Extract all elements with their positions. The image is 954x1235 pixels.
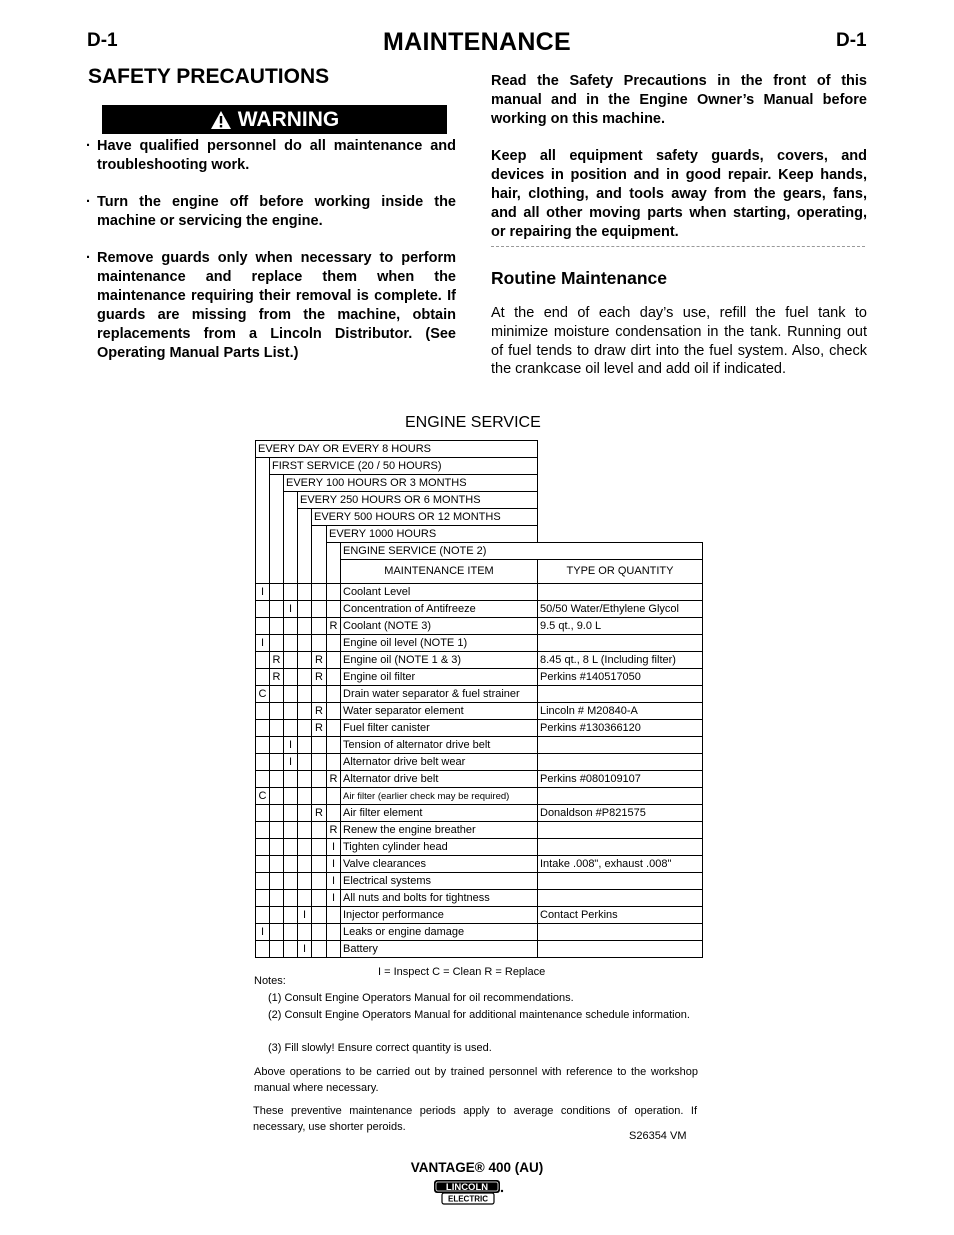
interval-mark-cell xyxy=(255,906,270,924)
interval-mark-cell xyxy=(269,821,284,839)
safety-right-text xyxy=(491,72,867,260)
column-divider xyxy=(297,508,298,584)
safety-bullet: · Remove guards only when necessary to perform maintenance and replace them when the maintenance requiring their removal is complete. If guards are missing from the machine, obtain replacements from a Lincoln Distributor. (See Operating Manual Parts List.) xyxy=(86,250,456,361)
interval-mark-cell xyxy=(326,651,341,669)
interval-mark-cell xyxy=(269,940,284,958)
interval-mark-cell xyxy=(269,804,284,822)
interval-mark-cell xyxy=(269,583,284,601)
interval-mark-cell xyxy=(297,702,312,720)
interval-mark-cell xyxy=(311,940,327,958)
warning-triangle-icon xyxy=(210,110,232,130)
interval-mark-cell xyxy=(297,583,312,601)
routine-text: At the end of each day’s use, refill the fuel tank to minimize moisture condensation in the tank. Running out of fuel tends to draw dirt into the fuel system. Also, check the crankcase oil level and add oil if indicated. xyxy=(491,305,867,378)
maintenance-item: Fuel filter canister xyxy=(340,719,538,737)
interval-mark-cell xyxy=(311,634,327,652)
interval-mark-cell xyxy=(311,600,327,618)
maintenance-item: Drain water separator & fuel strainer xyxy=(340,685,538,703)
interval-mark-cell xyxy=(297,651,312,669)
maintenance-item: Air filter element xyxy=(340,804,538,822)
interval-mark-cell xyxy=(297,600,312,618)
read-precautions-paragraph: Read the Safety Precautions in the front of this manual and in the Engine Owner’s Manual before working on this machine. xyxy=(491,73,867,127)
interval-mark-cell xyxy=(283,702,298,720)
interval-mark-cell xyxy=(311,685,327,703)
column-divider xyxy=(326,542,327,584)
interval-header: EVERY 500 HOURS OR 12 MONTHS xyxy=(311,508,538,526)
guards-paragraph: Keep all equipment safety guards, covers, and devices in position and in good repair. Keep hands, hair, clothing, and tools away from the gears, fans, and all other moving parts when starting, operating, or repairing the equipment. xyxy=(491,148,867,240)
interval-mark-cell xyxy=(283,821,298,839)
interval-mark-cell xyxy=(269,923,284,941)
interval-mark-cell xyxy=(283,583,298,601)
interval-mark-cell xyxy=(269,736,284,754)
interval-mark-cell xyxy=(255,668,270,686)
interval-mark-cell xyxy=(297,736,312,754)
safety-bullet: · Have qualified personnel do all maintenance and troubleshooting work. xyxy=(86,138,456,173)
interval-mark-cell xyxy=(311,583,327,601)
type-or-quantity: Contact Perkins xyxy=(537,906,703,924)
interval-mark-cell xyxy=(297,617,312,635)
interval-mark-cell xyxy=(269,719,284,737)
logo-bottom-text: ELECTRIC xyxy=(448,1194,488,1204)
interval-mark-cell xyxy=(283,906,298,924)
column-divider xyxy=(255,457,256,584)
interval-mark-cell: R xyxy=(326,770,341,788)
column-divider xyxy=(269,474,270,584)
interval-mark-cell: I xyxy=(326,889,341,907)
interval-mark-cell xyxy=(326,702,341,720)
interval-mark-cell xyxy=(255,719,270,737)
column-divider xyxy=(283,491,284,584)
warning-label: WARNING xyxy=(237,107,340,131)
type-or-quantity: Perkins #140517050 xyxy=(537,668,703,686)
type-or-quantity xyxy=(537,787,703,805)
interval-mark-cell: I xyxy=(297,940,312,958)
interval-mark-cell xyxy=(269,634,284,652)
interval-mark-cell: I xyxy=(326,838,341,856)
legend: I = Inspect C = Clean R = Replace xyxy=(378,966,546,978)
maintenance-item: Tighten cylinder head xyxy=(340,838,538,856)
logo-top-text: LINCOLN xyxy=(445,1182,489,1193)
interval-mark-cell xyxy=(255,821,270,839)
interval-mark-cell: I xyxy=(326,872,341,890)
interval-mark-cell xyxy=(255,804,270,822)
interval-mark-cell xyxy=(297,923,312,941)
interval-mark-cell xyxy=(283,617,298,635)
interval-mark-cell xyxy=(297,889,312,907)
drawing-code: S26354 VM xyxy=(629,1130,687,1142)
engine-service-title: ENGINE SERVICE xyxy=(405,414,541,431)
maintenance-item: Renew the engine breather xyxy=(340,821,538,839)
interval-mark-cell xyxy=(269,855,284,873)
interval-mark-cell: R xyxy=(311,668,327,686)
interval-mark-cell: I xyxy=(283,600,298,618)
interval-mark-cell xyxy=(283,855,298,873)
interval-mark-cell: R xyxy=(311,804,327,822)
interval-mark-cell: R xyxy=(326,821,341,839)
type-or-quantity: 50/50 Water/Ethylene Glycol xyxy=(537,600,703,618)
type-or-quantity xyxy=(537,821,703,839)
maintenance-item: Concentration of Antifreeze xyxy=(340,600,538,618)
interval-mark-cell xyxy=(326,923,341,941)
interval-mark-cell xyxy=(283,838,298,856)
interval-mark-cell xyxy=(269,617,284,635)
interval-mark-cell xyxy=(311,821,327,839)
interval-header: EVERY 100 HOURS OR 3 MONTHS xyxy=(283,474,538,492)
interval-mark-cell: R xyxy=(311,651,327,669)
maintenance-item: Engine oil level (NOTE 1) xyxy=(340,634,538,652)
interval-mark-cell xyxy=(311,906,327,924)
type-or-quantity: 9.5 qt., 9.0 L xyxy=(537,617,703,635)
type-or-quantity xyxy=(537,753,703,771)
maintenance-item: All nuts and bolts for tightness xyxy=(340,889,538,907)
interval-mark-cell xyxy=(269,685,284,703)
interval-mark-cell xyxy=(283,668,298,686)
interval-mark-cell xyxy=(326,600,341,618)
type-or-quantity xyxy=(537,940,703,958)
interval-mark-cell xyxy=(255,872,270,890)
interval-mark-cell xyxy=(255,753,270,771)
interval-mark-cell xyxy=(283,634,298,652)
interval-mark-cell xyxy=(255,770,270,788)
interval-mark-cell xyxy=(311,872,327,890)
interval-mark-cell xyxy=(283,685,298,703)
interval-mark-cell xyxy=(269,872,284,890)
interval-mark-cell xyxy=(297,855,312,873)
interval-mark-cell xyxy=(269,770,284,788)
type-or-quantity xyxy=(537,685,703,703)
interval-mark-cell xyxy=(255,855,270,873)
maintenance-item: Coolant (NOTE 3) xyxy=(340,617,538,635)
type-or-quantity xyxy=(537,634,703,652)
interval-mark-cell xyxy=(297,872,312,890)
interval-mark-cell xyxy=(283,889,298,907)
interval-mark-cell xyxy=(297,719,312,737)
column-header-type: TYPE OR QUANTITY xyxy=(537,559,703,584)
interval-mark-cell: R xyxy=(269,668,284,686)
interval-mark-cell xyxy=(255,736,270,754)
type-or-quantity: 8.45 qt., 8 L (Including filter) xyxy=(537,651,703,669)
page-code-left: D-1 xyxy=(87,30,118,51)
warning-banner xyxy=(102,105,447,134)
interval-mark-cell xyxy=(283,804,298,822)
interval-mark-cell xyxy=(311,923,327,941)
interval-mark-cell xyxy=(283,770,298,788)
interval-mark-cell xyxy=(311,787,327,805)
interval-mark-cell xyxy=(326,719,341,737)
interval-mark-cell: R xyxy=(311,702,327,720)
interval-mark-cell: I xyxy=(255,634,270,652)
interval-mark-cell xyxy=(326,634,341,652)
maintenance-item: Alternator drive belt wear xyxy=(340,753,538,771)
interval-mark-cell xyxy=(269,600,284,618)
page-title: MAINTENANCE xyxy=(382,28,572,56)
interval-mark-cell: R xyxy=(311,719,327,737)
interval-mark-cell xyxy=(255,600,270,618)
interval-mark-cell xyxy=(255,838,270,856)
type-or-quantity xyxy=(537,889,703,907)
interval-mark-cell: R xyxy=(326,617,341,635)
type-or-quantity xyxy=(537,923,703,941)
maintenance-item: Leaks or engine damage xyxy=(340,923,538,941)
interval-mark-cell: C xyxy=(255,787,270,805)
type-or-quantity xyxy=(537,736,703,754)
interval-mark-cell xyxy=(297,668,312,686)
interval-mark-cell xyxy=(297,770,312,788)
interval-mark-cell: I xyxy=(255,923,270,941)
interval-mark-cell xyxy=(283,719,298,737)
interval-mark-cell xyxy=(326,753,341,771)
type-or-quantity xyxy=(537,872,703,890)
maintenance-item: Air filter (earlier check may be required) xyxy=(340,787,538,805)
note-3: (3) Fill slowly! Ensure correct quantity is used. xyxy=(268,1042,492,1054)
interval-mark-cell xyxy=(283,787,298,805)
type-or-quantity: Perkins #130366120 xyxy=(537,719,703,737)
interval-mark-cell xyxy=(311,770,327,788)
interval-header: EVERY 1000 HOURS xyxy=(326,525,538,543)
footer-model: VANTAGE® 400 (AU) xyxy=(410,1160,544,1175)
interval-mark-cell xyxy=(255,651,270,669)
interval-header: FIRST SERVICE (20 / 50 HOURS) xyxy=(269,457,538,475)
divider xyxy=(491,246,865,247)
interval-mark-cell: I xyxy=(283,753,298,771)
page-code-right: D-1 xyxy=(836,30,867,51)
interval-mark-cell xyxy=(283,923,298,941)
interval-mark-cell xyxy=(255,889,270,907)
interval-mark-cell xyxy=(311,617,327,635)
interval-mark-cell xyxy=(297,787,312,805)
type-or-quantity: Perkins #080109107 xyxy=(537,770,703,788)
interval-mark-cell: I xyxy=(283,736,298,754)
interval-mark-cell xyxy=(297,804,312,822)
safety-bullet-list xyxy=(86,137,456,381)
maintenance-item: Water separator element xyxy=(340,702,538,720)
type-or-quantity: Donaldson #P821575 xyxy=(537,804,703,822)
interval-mark-cell xyxy=(269,889,284,907)
safety-heading: SAFETY PRECAUTIONS xyxy=(88,65,330,88)
interval-mark-cell xyxy=(326,583,341,601)
maintenance-item: Battery xyxy=(340,940,538,958)
maintenance-item: Injector performance xyxy=(340,906,538,924)
interval-header: EVERY 250 HOURS OR 6 MONTHS xyxy=(297,491,538,509)
interval-mark-cell xyxy=(297,685,312,703)
note-2: (2) Consult Engine Operators Manual for additional maintenance schedule information. xyxy=(268,1009,690,1021)
lincoln-electric-logo xyxy=(434,1179,504,1205)
interval-mark-cell xyxy=(269,787,284,805)
maintenance-item: Tension of alternator drive belt xyxy=(340,736,538,754)
interval-mark-cell xyxy=(297,838,312,856)
maintenance-item: Engine oil filter xyxy=(340,668,538,686)
interval-mark-cell xyxy=(326,668,341,686)
type-or-quantity xyxy=(537,838,703,856)
maintenance-item: Engine oil (NOTE 1 & 3) xyxy=(340,651,538,669)
interval-mark-cell xyxy=(326,940,341,958)
interval-mark-cell xyxy=(311,736,327,754)
note-1: (1) Consult Engine Operators Manual for oil recommendations. xyxy=(268,992,574,1004)
interval-mark-cell xyxy=(311,838,327,856)
interval-mark-cell xyxy=(255,617,270,635)
interval-mark-cell xyxy=(255,940,270,958)
interval-mark-cell xyxy=(283,872,298,890)
operations-paragraph: Above operations to be carried out by trained personnel with reference to the workshop manual where necessary. xyxy=(254,1066,698,1094)
maintenance-item: Alternator drive belt xyxy=(340,770,538,788)
column-header-item: MAINTENANCE ITEM xyxy=(340,559,538,584)
maintenance-item: Valve clearances xyxy=(340,855,538,873)
interval-mark-cell: I xyxy=(255,583,270,601)
type-or-quantity: Intake .008", exhaust .008" xyxy=(537,855,703,873)
interval-mark-cell xyxy=(297,753,312,771)
interval-mark-cell xyxy=(297,821,312,839)
periods-paragraph: These preventive maintenance periods apply to average conditions of operation. If necessary, use shorter peroids. xyxy=(253,1105,697,1133)
type-or-quantity xyxy=(537,583,703,601)
maintenance-item: Electrical systems xyxy=(340,872,538,890)
interval-mark-cell xyxy=(326,685,341,703)
interval-mark-cell xyxy=(269,753,284,771)
interval-mark-cell xyxy=(311,855,327,873)
interval-mark-cell xyxy=(326,804,341,822)
interval-mark-cell xyxy=(283,651,298,669)
interval-mark-cell xyxy=(326,906,341,924)
interval-mark-cell xyxy=(283,940,298,958)
interval-mark-cell: C xyxy=(255,685,270,703)
notes-label: Notes: xyxy=(254,975,286,987)
interval-mark-cell xyxy=(326,736,341,754)
interval-mark-cell xyxy=(255,702,270,720)
type-or-quantity: Lincoln # M20840-A xyxy=(537,702,703,720)
interval-mark-cell xyxy=(269,906,284,924)
interval-mark-cell xyxy=(269,838,284,856)
section-header: ENGINE SERVICE (NOTE 2) xyxy=(340,542,703,560)
interval-mark-cell xyxy=(326,787,341,805)
interval-mark-cell: R xyxy=(269,651,284,669)
interval-mark-cell xyxy=(311,753,327,771)
column-divider xyxy=(311,525,312,584)
interval-mark-cell: I xyxy=(297,906,312,924)
interval-header: EVERY DAY OR EVERY 8 HOURS xyxy=(255,440,538,458)
safety-bullet: · Turn the engine off before working inside the machine or servicing the engine. xyxy=(86,194,456,229)
routine-heading: Routine Maintenance xyxy=(491,268,667,288)
maintenance-item: Coolant Level xyxy=(340,583,538,601)
interval-mark-cell: I xyxy=(326,855,341,873)
interval-mark-cell xyxy=(311,889,327,907)
interval-mark-cell xyxy=(269,702,284,720)
interval-mark-cell xyxy=(297,634,312,652)
